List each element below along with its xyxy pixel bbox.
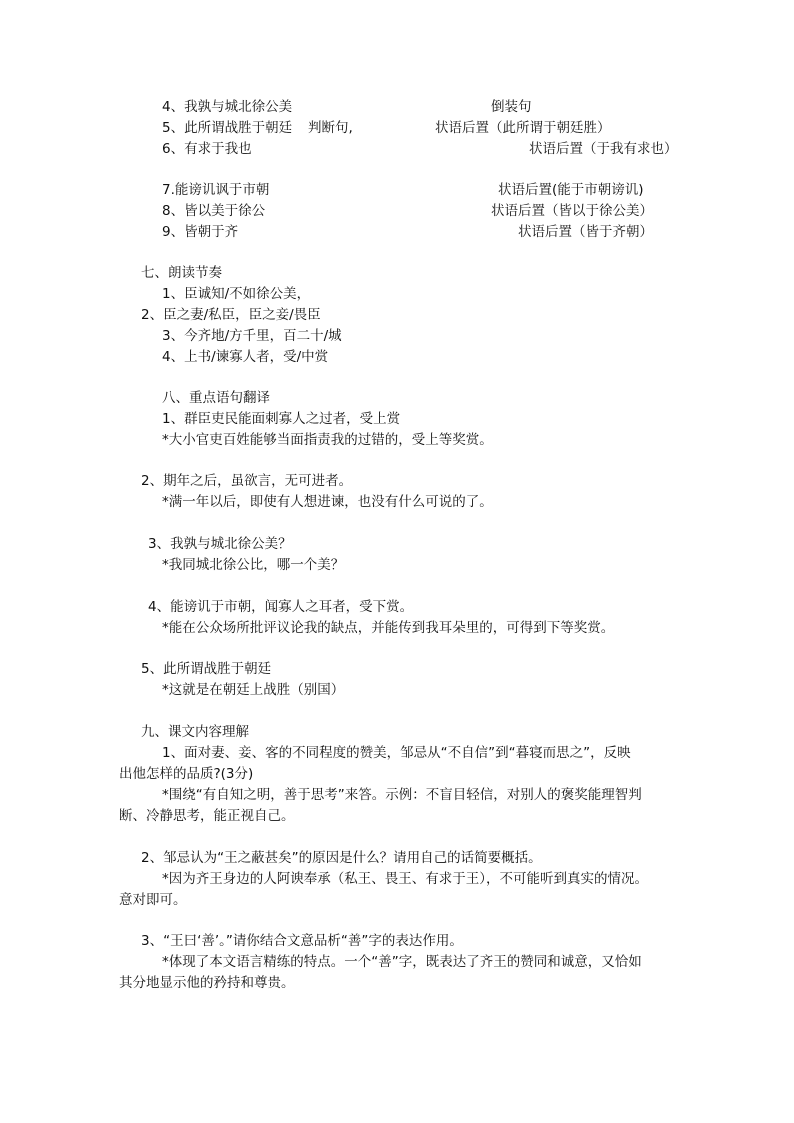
translation-answer-4: *能在公众场所批评议论我的缺点，并能传到我耳朵里的，可得到下等奖赏。 [162, 620, 615, 636]
grammar-item-5-type: 状语后置（此所谓于朝廷胜） [435, 120, 611, 136]
section-heading-rhythm: 七、朗读节奏 [141, 265, 222, 281]
translation-answer-1: *大小官吏百姓能够当面指责我的过错的，受上等奖赏。 [162, 432, 493, 448]
rhythm-item-3: 3、今齐地/方千里，百二十/城 [162, 328, 342, 344]
comprehension-answer-3-line-1: *体现了本文语言精练的特点。一个“善”字，既表达了齐王的赞同和诚意，又恰如 [162, 954, 642, 970]
grammar-item-9-type: 状语后置（皆于齐朝） [518, 224, 653, 240]
section-heading-translation: 八、重点语句翻译 [162, 390, 270, 406]
comprehension-answer-1-line-2: 断、冷静思考，能正视自己。 [119, 808, 295, 824]
grammar-item-6-type: 状语后置（于我有求也） [529, 141, 678, 157]
comprehension-answer-2-line-1: *因为齐王身边的人阿谀奉承（私王、畏王、有求于王），不可能听到真实的情况。 [162, 871, 648, 887]
comprehension-question-1-line-2: 出他怎样的品质?(3分) [119, 766, 254, 782]
grammar-item-7: 7.能谤讥讽于市朝 [162, 182, 270, 198]
comprehension-answer-2-line-2: 意对即可。 [119, 892, 187, 908]
grammar-item-9: 9、皆朝于齐 [162, 224, 239, 240]
translation-question-3: 3、我孰与城北徐公美？ [148, 536, 292, 552]
comprehension-question-1-line-1: 1、面对妻、妾、客的不同程度的赞美，邹忌从“不自信”到“暮寝而思之”，反映 [162, 745, 631, 761]
grammar-item-4-type: 倒装句 [491, 99, 532, 115]
translation-question-1: 1、群臣吏民能面刺寡人之过者，受上赏 [162, 411, 401, 427]
translation-question-5: 5、此所谓战胜于朝廷 [141, 661, 272, 677]
grammar-item-5: 5、此所谓战胜于朝廷 [162, 120, 293, 136]
grammar-item-6: 6、有求于我也 [162, 141, 252, 157]
grammar-item-5-judgement: 判断句, [308, 120, 353, 136]
grammar-item-4: 4、我孰与城北徐公美 [162, 99, 293, 115]
comprehension-answer-1-line-1: *围绕“有自知之明，善于思考”来答。示例：不盲目轻信，对别人的褒奖能理智判 [162, 787, 642, 803]
grammar-item-8: 8、皆以美于徐公 [162, 203, 266, 219]
comprehension-question-2: 2、邹忌认为“王之蔽甚矣”的原因是什么？请用自己的话简要概括。 [141, 850, 542, 866]
grammar-item-7-type: 状语后置(能于市朝谤讥) [498, 182, 644, 198]
translation-answer-3: *我同城北徐公比，哪一个美？ [162, 557, 345, 573]
comprehension-answer-3-line-2: 其分地显示他的矜持和尊贵。 [119, 975, 295, 991]
translation-answer-2: *满一年以后，即使有人想进谏，也没有什么可说的了。 [162, 494, 493, 510]
rhythm-item-1: 1、臣诚知/不如徐公美， [162, 286, 311, 302]
translation-question-2: 2、期年之后，虽欲言，无可进者。 [141, 473, 353, 489]
translation-question-4: 4、能谤讥于市朝，闻寡人之耳者，受下赏。 [148, 599, 414, 615]
rhythm-item-2: 2、臣之妻/私臣，臣之妾/畏臣 [141, 307, 321, 323]
rhythm-item-4: 4、上书/谏寡人者，受/中赏 [162, 349, 329, 365]
grammar-item-8-type: 状语后置（皆以于徐公美） [491, 203, 653, 219]
comprehension-question-3: 3、“王曰‘善’。”请你结合文意品析“善”字的表达作用。 [141, 933, 463, 949]
section-heading-comprehension: 九、课文内容理解 [141, 724, 249, 740]
translation-answer-5: *这就是在朝廷上战胜（别国） [162, 682, 345, 698]
